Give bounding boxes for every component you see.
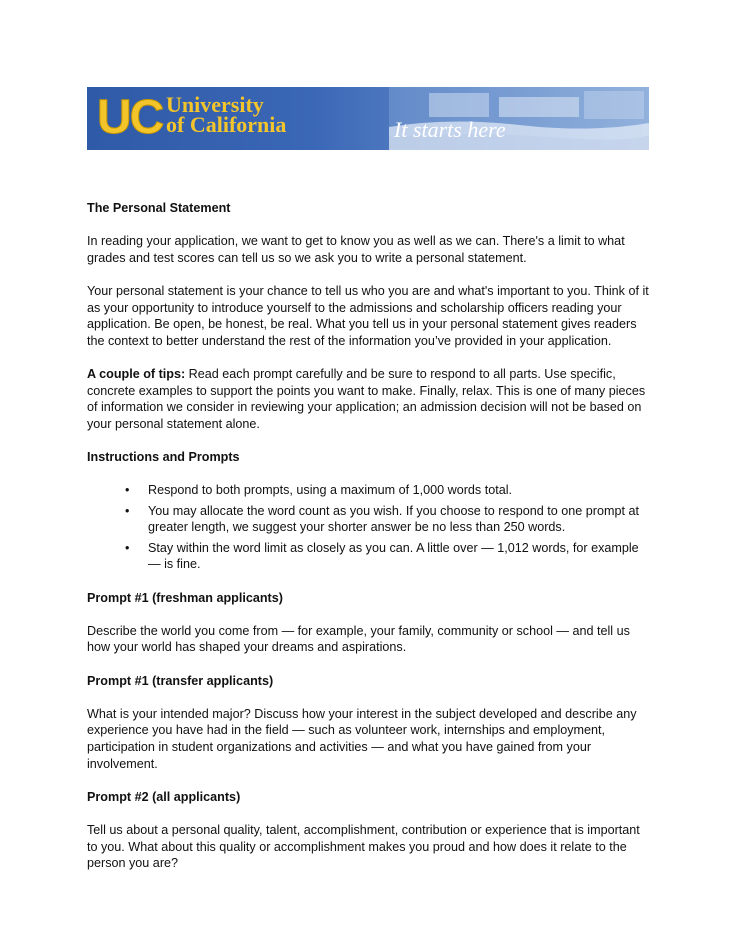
logo-name-line1: University <box>166 92 264 117</box>
intro-paragraph-2: Your personal statement is your chance to tell us who you are and what's important to you. Think of it as your opportunity to introduce yourself to the admissions and scholarship officers reading your application. Be open, be honest, be real. What you tell us in your personal statement gives readers the context to better understand the rest of the information you’ve provided in your application. <box>87 283 649 348</box>
prompt1-transfer-heading: Prompt #1 (transfer applicants) <box>87 673 274 688</box>
instructions-heading: Instructions and Prompts <box>87 449 240 464</box>
document-body <box>87 200 653 872</box>
uc-logo-letters: UC <box>97 91 163 144</box>
prompt2-heading: Prompt #2 (all applicants) <box>87 789 241 804</box>
logo-name-line2: of California <box>166 112 287 137</box>
prompt1-transfer-text: What is your intended major? Discuss how your interest in the subject developed and describe any experience you have had in the field — such as volunteer work, internships and employment, participation in student organizations and activities — and what you have gained from your involvement. <box>87 706 637 771</box>
banner-tagline: It starts here <box>394 117 506 142</box>
list-item <box>87 503 653 536</box>
list-item-text: Stay within the word limit as closely as you can. A little over — 1,012 words, for example — is fine. <box>148 540 639 572</box>
prompt1-freshman-text: Describe the world you come from — for example, your family, community or school — and tell us how your world has shaped your dreams and aspirations. <box>87 623 630 655</box>
tips-text: Read each prompt carefully and be sure to respond to all parts. Use specific, concrete examples to support the points you want to make. Finally, relax. This is one of many pieces of information we consider in reviewing your application; an admission decision will not be based on your personal statement alone. <box>87 366 646 431</box>
prompt2-text: Tell us about a personal quality, talent, accomplishment, contribution or experience that is important to you. What about this quality or accomplishment makes you proud and how does it relate to the person you are? <box>87 822 640 871</box>
tips-paragraph <box>87 366 653 432</box>
uc-logo-name <box>166 92 287 137</box>
prompt1-freshman-heading: Prompt #1 (freshman applicants) <box>87 590 283 605</box>
document-title: The Personal Statement <box>87 201 231 215</box>
list-item <box>87 482 653 499</box>
intro-paragraph-1: In reading your application, we want to get to know you as well as we can. There's a limit to what grades and test scores can tell us so we ask you to write a personal statement. <box>87 234 625 265</box>
list-item-text: Respond to both prompts, using a maximum of 1,000 words total. <box>148 483 513 498</box>
bullet-icon: • <box>125 483 130 498</box>
bullet-icon: • <box>125 503 130 518</box>
instructions-list <box>87 482 653 573</box>
tips-label: A couple of tips: <box>87 366 186 381</box>
uc-banner <box>87 87 649 150</box>
bullet-icon: • <box>125 540 130 555</box>
list-item-text: You may allocate the word count as you wish. If you choose to respond to one prompt at greater length, we suggest your shorter answer be no less than 250 words. <box>148 503 639 535</box>
list-item <box>87 540 653 573</box>
